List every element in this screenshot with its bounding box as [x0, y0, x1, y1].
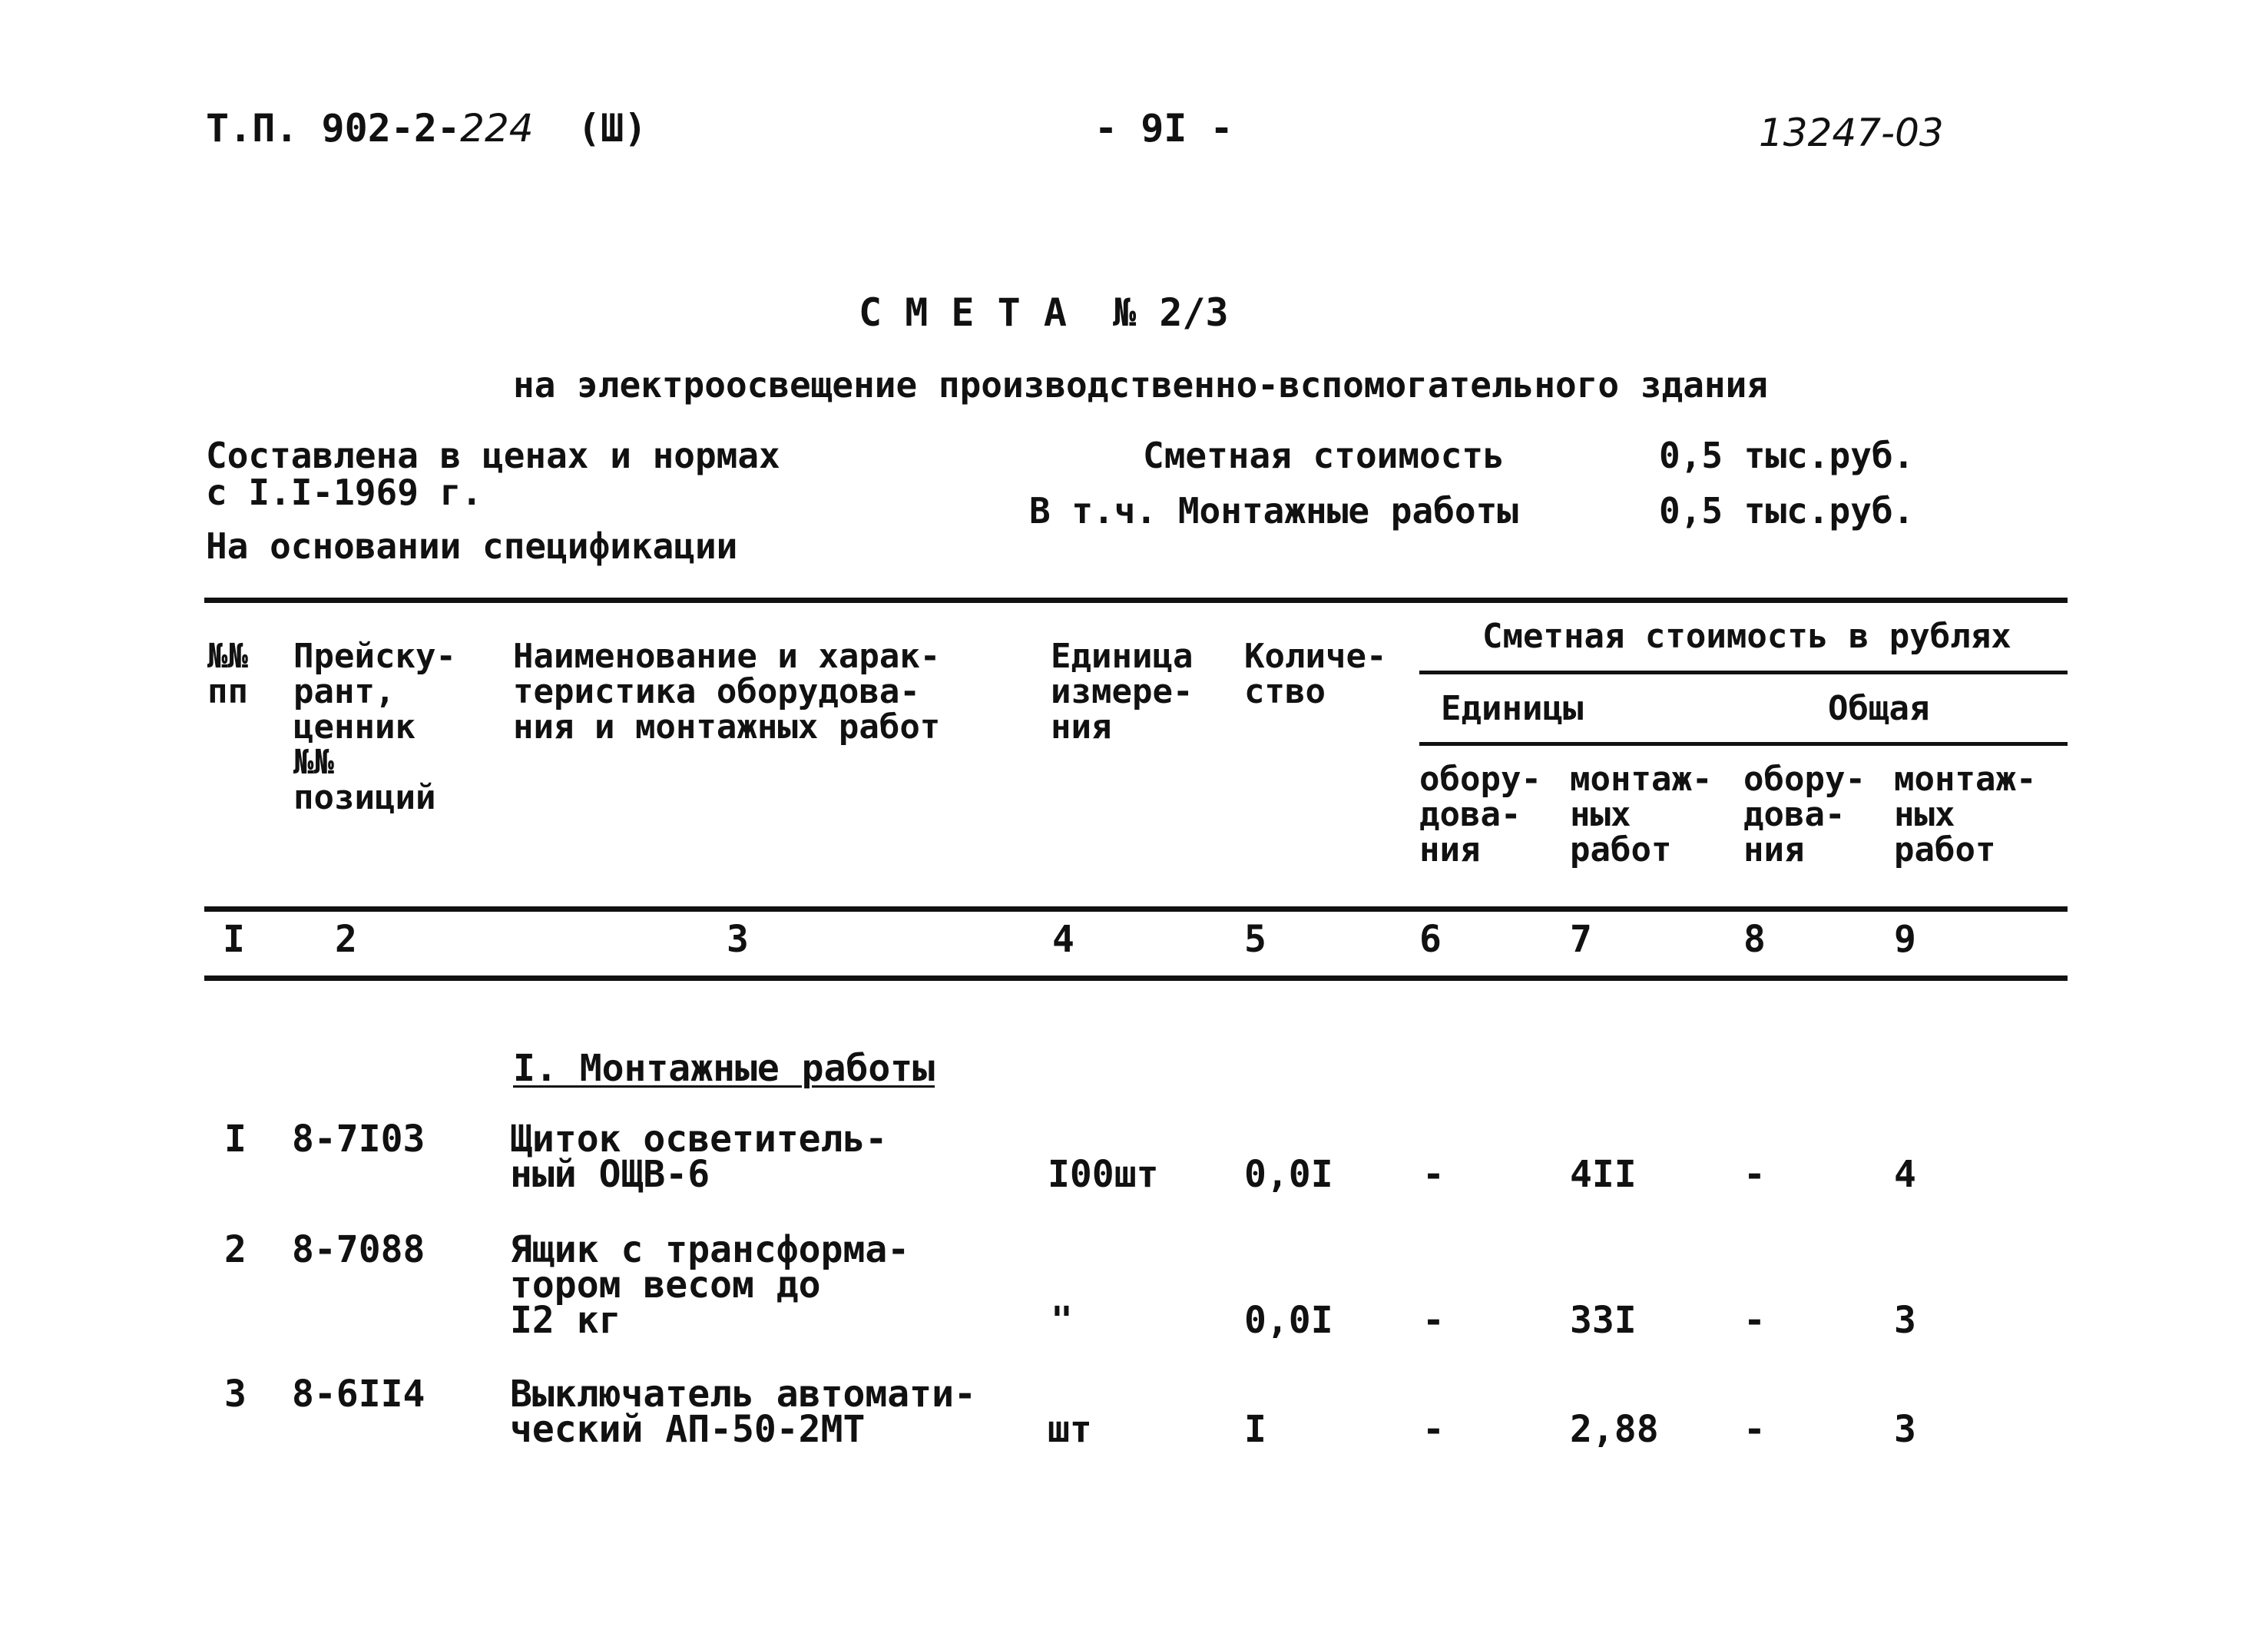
row-total-install: 3	[1894, 1408, 1916, 1451]
subgroup-rule	[1419, 742, 2068, 746]
row-total-equip: -	[1743, 1408, 1766, 1451]
row-total-equip: -	[1743, 1153, 1766, 1196]
row-unit-install: 33I	[1570, 1299, 1637, 1342]
col-number-3: 3	[727, 918, 749, 961]
col-number-6: 6	[1419, 918, 1442, 961]
col-header-name: Наименование и харак- теристика оборудова- ния и монтажных работ	[513, 637, 941, 747]
row-name: Щиток осветитель- ный ОЩВ-6	[510, 1118, 888, 1196]
row-code: 8-6II4	[292, 1373, 425, 1416]
estimate-title: С М Е Т А № 2/3	[859, 290, 1229, 335]
row-num: 3	[224, 1373, 247, 1416]
row-unit: шт	[1048, 1408, 1092, 1451]
prices-line-1: Составлена в ценах и нормах	[206, 435, 780, 476]
col-header-price-list: Прейску- рант, ценник №№ позиций	[293, 637, 456, 817]
row-code: 8-7088	[292, 1228, 425, 1271]
estimate-subtitle: на электроосвещение производственно-вспомогательного здания	[513, 364, 1768, 406]
col-header-qty: Количе- ство	[1244, 637, 1387, 711]
prices-line-2: с I.I-1969 г.	[206, 472, 483, 513]
col-number-2: 2	[335, 918, 357, 961]
col-header-unit-equip: обору- дова- ния	[1419, 760, 1541, 869]
header-bottom-rule	[204, 906, 2068, 912]
col-number-1: I	[223, 918, 245, 961]
part-number: (Ш)	[578, 106, 647, 151]
col-header-num: №№ пп	[207, 637, 248, 711]
project-code-handwritten-suffix: 224	[460, 106, 534, 151]
page-number: - 9I -	[1094, 106, 1233, 151]
project-code	[206, 106, 534, 151]
col-header-cost-group: Сметная стоимость в рублях	[1482, 617, 2011, 656]
basis-line: На основании спецификации	[206, 525, 738, 567]
col-header-unit: Единица измере- ния	[1051, 637, 1194, 747]
row-unit-equip: -	[1422, 1299, 1445, 1342]
row-unit-install: 4II	[1570, 1153, 1637, 1196]
row-total-equip: -	[1743, 1299, 1766, 1342]
col-header-total-install: монтаж- ных работ	[1894, 760, 2037, 869]
row-qty: I	[1244, 1408, 1266, 1451]
row-unit: I00шт	[1048, 1153, 1159, 1196]
col-header-unit-install: монтаж- ных работ	[1570, 760, 1713, 869]
row-unit-equip: -	[1422, 1408, 1445, 1451]
row-qty: 0,0I	[1244, 1299, 1333, 1342]
col-number-9: 9	[1894, 918, 1916, 961]
cost-value: 0,5 тыс.руб.	[1659, 435, 1915, 476]
row-name: Ящик с трансформа- тором весом до I2 кг	[510, 1228, 910, 1342]
section-title: I. Монтажные работы	[513, 1047, 935, 1090]
row-num: I	[224, 1118, 247, 1161]
row-code: 8-7I03	[292, 1118, 425, 1161]
col-numbers-bottom-rule	[204, 975, 2068, 981]
row-total-install: 4	[1894, 1153, 1916, 1196]
cost-group-rule	[1419, 671, 2068, 674]
row-unit: "	[1051, 1299, 1073, 1342]
col-number-7: 7	[1570, 918, 1592, 961]
col-number-4: 4	[1052, 918, 1074, 961]
row-name: Выключатель автомати- ческий АП-50-2МТ	[510, 1373, 976, 1451]
col-header-total-equip: обору- дова- ния	[1743, 760, 1866, 869]
table-top-rule	[204, 598, 2068, 603]
installation-label: В т.ч. Монтажные работы	[1029, 490, 1518, 532]
archive-number: 13247-03	[1759, 111, 1944, 155]
row-num: 2	[224, 1228, 247, 1271]
col-number-5: 5	[1244, 918, 1266, 961]
row-unit-install: 2,88	[1570, 1408, 1659, 1451]
col-header-unit-group: Единицы	[1441, 689, 1584, 728]
col-header-total-group: Общая	[1828, 689, 1930, 728]
row-unit-equip: -	[1422, 1153, 1445, 1196]
cost-label: Сметная стоимость	[1143, 435, 1505, 476]
project-code-prefix: Т.П. 902-2-	[206, 106, 461, 151]
row-total-install: 3	[1894, 1299, 1916, 1342]
col-number-8: 8	[1743, 918, 1766, 961]
row-qty: 0,0I	[1244, 1153, 1333, 1196]
installation-value: 0,5 тыс.руб.	[1659, 490, 1915, 532]
